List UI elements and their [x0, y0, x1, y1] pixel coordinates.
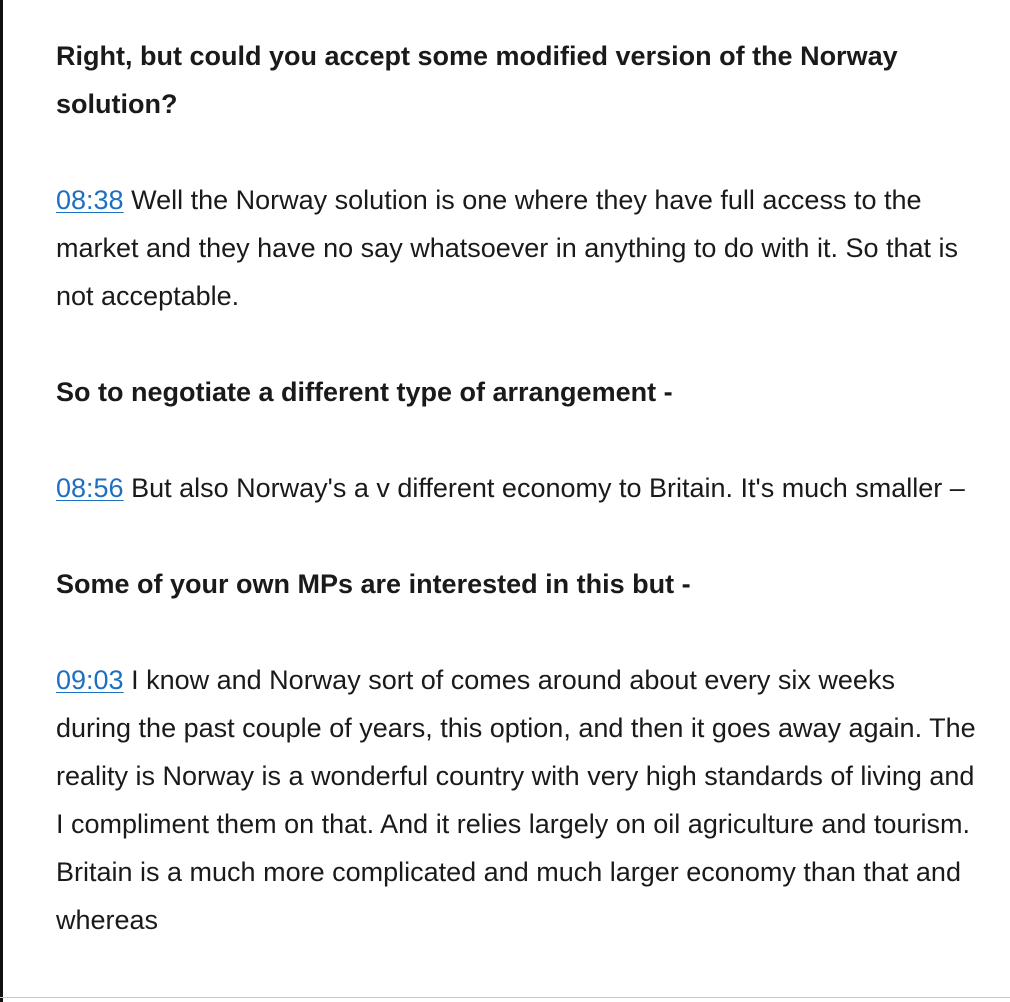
answer-0838 [56, 176, 976, 320]
question-different-arrangement: So to negotiate a different type of arrangement - [56, 377, 673, 407]
interview-transcript [56, 32, 976, 944]
timestamp-link-0903[interactable]: 09:03 [56, 665, 124, 695]
question-norway-solution: Right, but could you accept some modified version of the Norway solution? [56, 41, 898, 119]
paragraph-gap [56, 128, 976, 176]
question-own-mps: Some of your own MPs are interested in this but - [56, 569, 691, 599]
answer-0838-text: Well the Norway solution is one where they have full access to the market and they have no say whatsoever in anything to do with it. So that is not acceptable. [56, 185, 959, 311]
answer-0856-text: But also Norway's a v different economy to Britain. It's much smaller – [131, 473, 965, 503]
paragraph-gap [56, 416, 976, 464]
timestamp-link-0838[interactable]: 08:38 [56, 185, 124, 215]
paragraph-gap [56, 320, 976, 368]
answer-0903 [56, 656, 976, 944]
answer-0903-text: I know and Norway sort of comes around about every six weeks during the past couple of years, this option, and then it goes away again. The reality is Norway is a wonderful country with very high standards of living and I compliment them on that. And it relies largely on oil agriculture and tourism. Britain is a much more complicated and much larger economy than that and whereas [56, 665, 976, 935]
bottom-divider [0, 997, 1010, 998]
timestamp-link-0856[interactable]: 08:56 [56, 473, 124, 503]
paragraph-gap [56, 512, 976, 560]
paragraph-gap [56, 608, 976, 656]
answer-0856 [56, 464, 976, 512]
